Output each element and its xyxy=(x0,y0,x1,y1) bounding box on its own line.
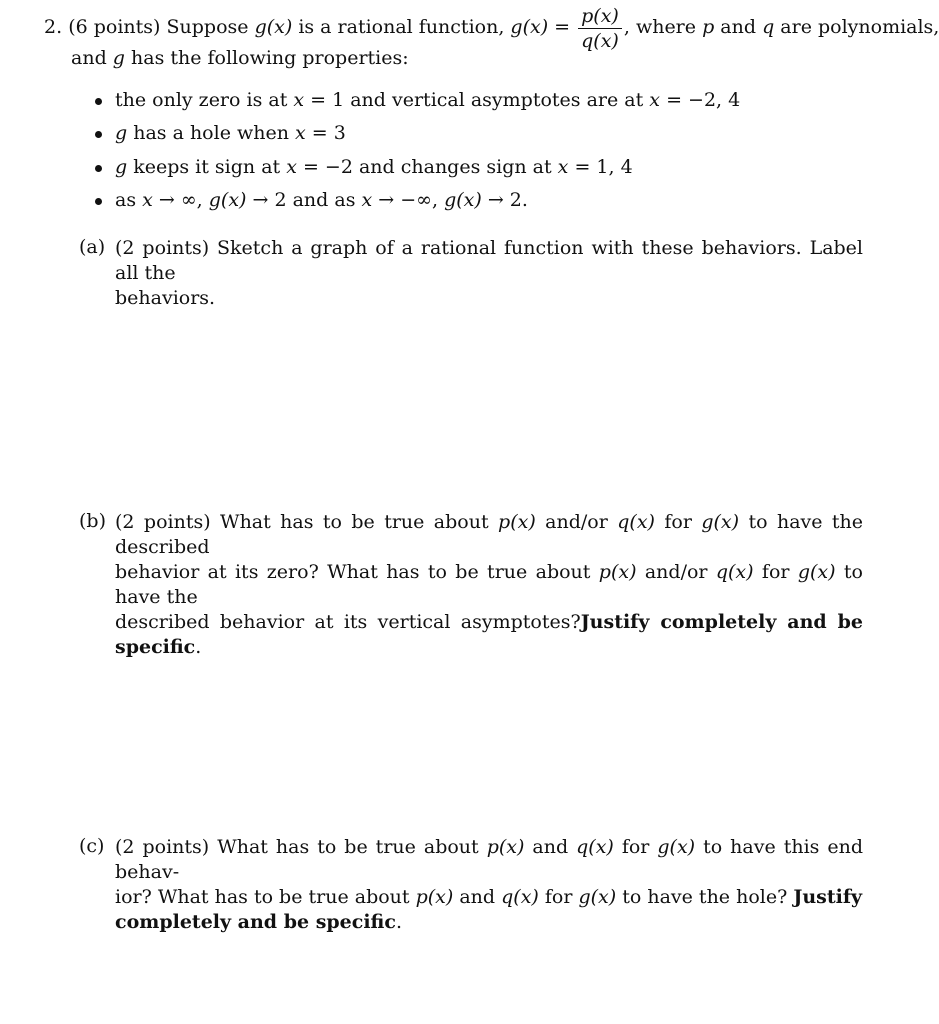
part-b-label: (b) xyxy=(79,510,106,532)
part-c-line xyxy=(115,885,863,910)
fraction-denominator: q(x) xyxy=(581,29,619,52)
text: to have the hole? xyxy=(622,886,788,908)
part-b-text xyxy=(115,510,863,660)
math-x: x xyxy=(142,189,153,211)
math-g-of-x: g(x) xyxy=(444,189,482,211)
property-text: = 1 and vertical asymptotes are at xyxy=(310,89,644,111)
property-item xyxy=(115,156,633,178)
part-b-line xyxy=(115,510,863,560)
text: and/or xyxy=(545,511,608,533)
part-a-line: (2 points) Sketch a graph of a rational function with these behaviors. Label all the xyxy=(115,237,863,284)
math-x: x xyxy=(557,156,569,178)
intro-text: and xyxy=(720,16,757,38)
text: for xyxy=(621,836,650,858)
math-q-of-x: q(x) xyxy=(576,836,614,858)
intro-text: is a rational function, xyxy=(298,16,505,38)
math-g-of-x: g(x) xyxy=(701,511,740,533)
math-p-of-x: p(x) xyxy=(498,511,536,533)
bold-instruction: Justify completely and be specific xyxy=(115,611,863,658)
text: . xyxy=(195,636,202,658)
text: behavior at its zero? What has to be true about xyxy=(115,561,591,583)
text: for xyxy=(544,886,573,908)
text: and xyxy=(532,836,569,858)
problem-header xyxy=(44,4,939,52)
property-text: = 3 xyxy=(311,122,346,144)
text: (2 points) What has to be true about xyxy=(115,836,479,858)
bullet-dot xyxy=(95,98,102,105)
part-c-line xyxy=(115,910,863,935)
problem-number: 2. xyxy=(44,16,63,38)
property-text: has a hole when xyxy=(133,122,289,144)
fraction-numerator: p(x) xyxy=(578,5,622,29)
text: to have this end behav- xyxy=(115,836,864,883)
math-g: g xyxy=(115,156,128,178)
property-text: the only zero is at xyxy=(115,89,288,111)
text: and xyxy=(459,886,496,908)
property-text: = −2, 4 xyxy=(666,89,741,111)
text: for xyxy=(664,511,692,533)
math-q-of-x: q(x) xyxy=(617,511,655,533)
text: ior? What has to be true about xyxy=(115,886,410,908)
math-g-of-x: g(x) xyxy=(208,189,247,211)
math-x: x xyxy=(286,156,297,178)
math-equals: g(x) = xyxy=(510,16,571,38)
text: and/or xyxy=(644,561,708,583)
intro-text: Suppose xyxy=(166,16,249,38)
part-a-line: behaviors. xyxy=(115,287,216,309)
bullet-dot xyxy=(95,131,102,138)
math-p-of-x: p(x) xyxy=(486,836,525,858)
part-a-label: (a) xyxy=(79,236,106,258)
math-x: x xyxy=(361,189,373,211)
math-x: x xyxy=(295,122,306,144)
comma: , xyxy=(623,16,630,38)
problem-points: (6 points) xyxy=(68,16,161,38)
intro-text: and xyxy=(71,47,107,69)
property-text: → ∞, xyxy=(158,189,203,211)
intro-text: where xyxy=(635,16,697,38)
intro-text: are polynomials, xyxy=(780,16,939,38)
text: for xyxy=(761,561,790,583)
math-q-of-x: q(x) xyxy=(715,561,754,583)
math-p-of-x: p(x) xyxy=(415,886,454,908)
math-g-of-x: g(x) xyxy=(797,561,836,583)
math-g-of-x: g(x) xyxy=(578,886,617,908)
fraction-p-over-q xyxy=(578,5,622,52)
math-x: x xyxy=(293,89,305,111)
math-x: x xyxy=(649,89,661,111)
bullet-dot xyxy=(95,198,102,205)
property-item xyxy=(115,122,346,144)
text: to have the xyxy=(115,561,863,608)
math-g: g xyxy=(115,122,128,144)
text: . xyxy=(395,911,402,933)
math-p: p xyxy=(702,16,715,38)
property-text: → 2 and as xyxy=(252,189,356,211)
part-c-text xyxy=(115,835,863,935)
part-b-line xyxy=(115,560,863,610)
property-text: = −2 and changes sign at xyxy=(302,156,552,178)
bold-instruction: Justify xyxy=(793,886,863,908)
part-c-label: (c) xyxy=(79,835,105,857)
math-q: q xyxy=(762,16,775,38)
bullet-dot xyxy=(95,165,102,172)
text: described behavior at its vertical asymptotes? xyxy=(115,611,581,633)
math-g-of-x: g(x) xyxy=(657,836,696,858)
text: to have the described xyxy=(115,511,864,558)
math-g: g xyxy=(112,47,125,69)
property-text: → 2. xyxy=(487,189,528,211)
property-text: = 1, 4 xyxy=(574,156,633,178)
math-p-of-x: p(x) xyxy=(598,561,637,583)
property-item xyxy=(115,89,740,111)
intro-text: has the following properties: xyxy=(131,47,409,69)
property-text: keeps it sign at xyxy=(133,156,281,178)
problem-line-2 xyxy=(71,47,409,69)
text: (2 points) What has to be true about xyxy=(115,511,489,533)
property-text: as xyxy=(115,189,137,211)
bold-instruction: completely and be specific xyxy=(115,911,396,933)
property-item xyxy=(115,189,528,211)
math-g-of-x: g(x) xyxy=(254,16,293,38)
math-q-of-x: q(x) xyxy=(501,886,539,908)
property-text: → −∞, xyxy=(378,189,439,211)
part-c-line xyxy=(115,835,863,885)
part-a-text xyxy=(115,236,863,311)
part-b-line xyxy=(115,610,863,660)
